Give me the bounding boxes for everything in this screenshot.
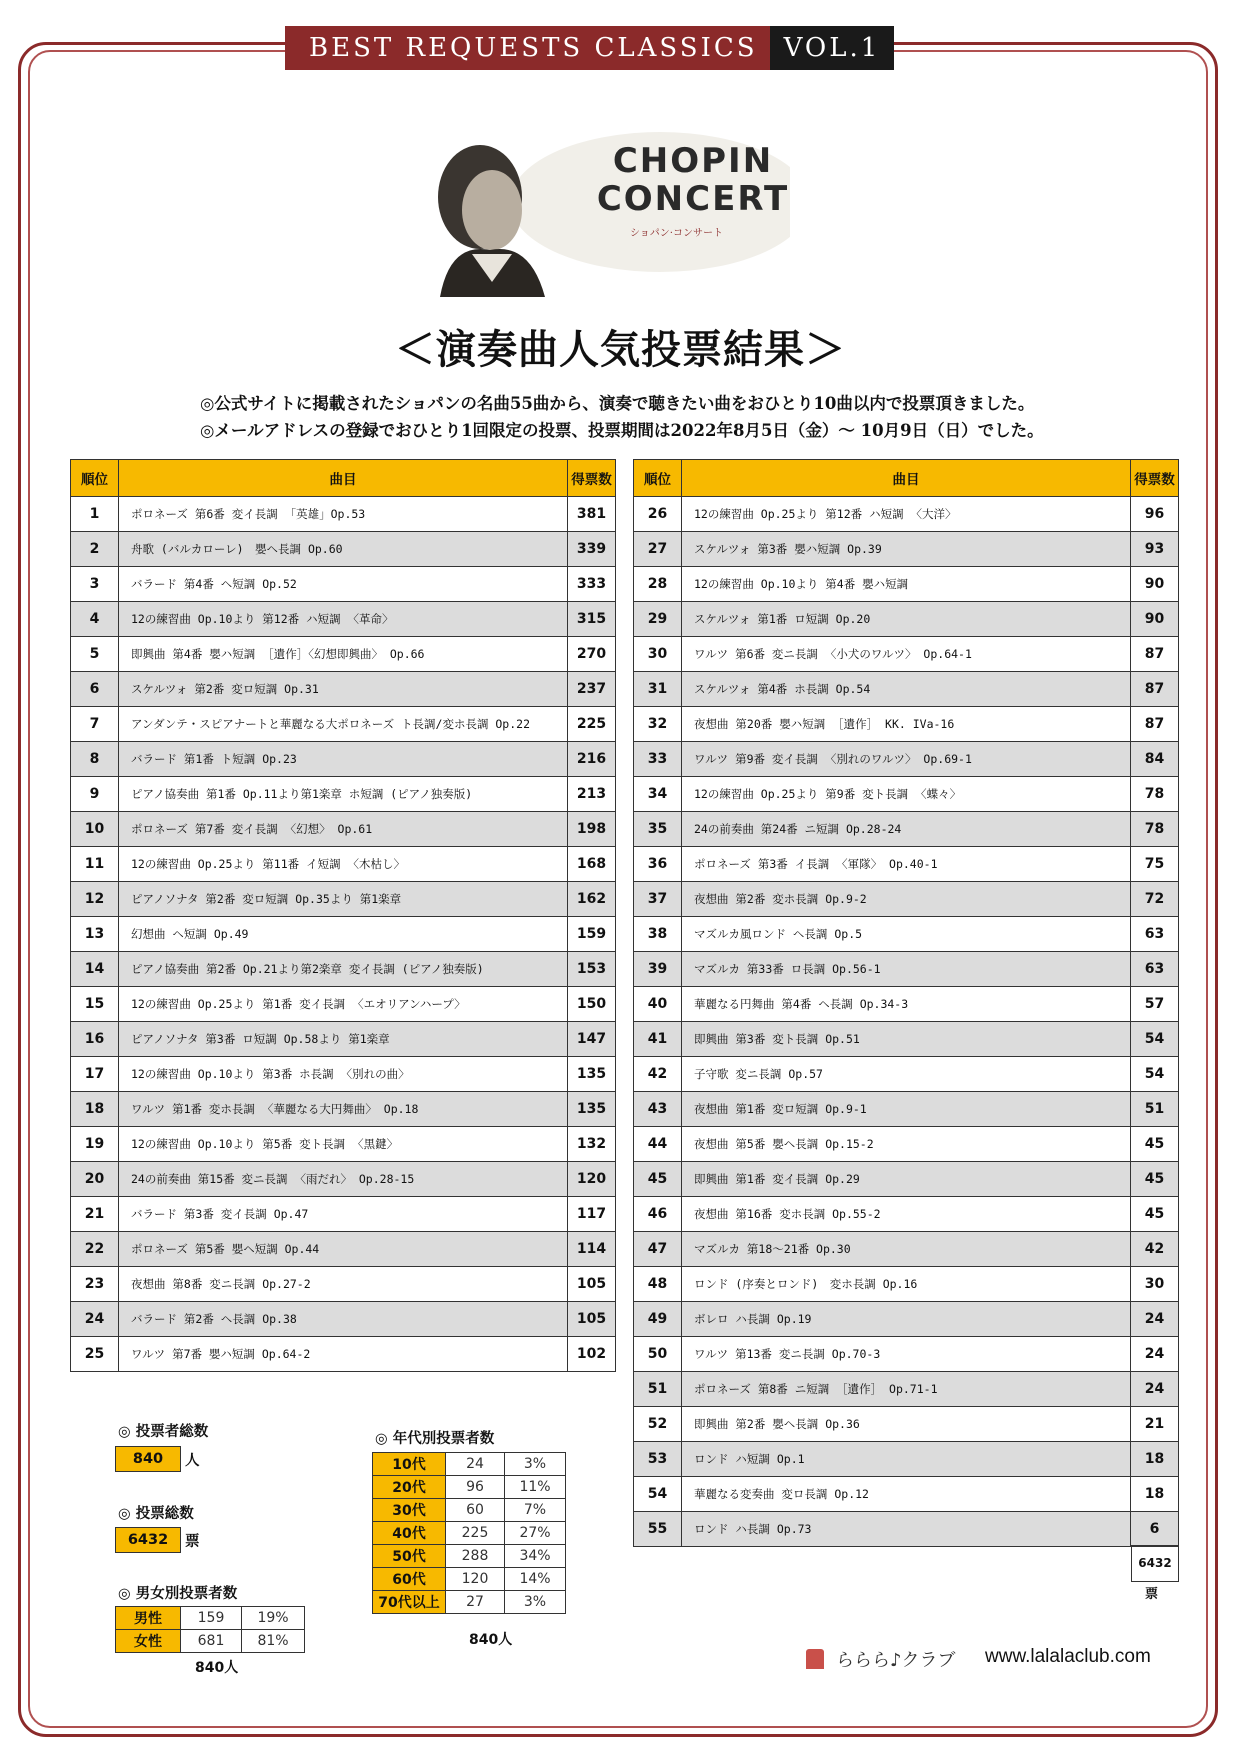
- header-rank: 順位: [634, 460, 682, 497]
- votes-cell: 135: [568, 1092, 616, 1127]
- percent-cell: 7%: [505, 1499, 566, 1522]
- rank-cell: 21: [71, 1197, 119, 1232]
- header-title: 曲目: [682, 460, 1131, 497]
- category-cell: 男性: [116, 1607, 181, 1630]
- votes-cell: 162: [568, 882, 616, 917]
- votes-cell: 147: [568, 1022, 616, 1057]
- votes-cell: 84: [1131, 742, 1179, 777]
- rank-cell: 29: [634, 602, 682, 637]
- votes-cell: 45: [1131, 1127, 1179, 1162]
- rank-cell: 12: [71, 882, 119, 917]
- table-row: [634, 1512, 1179, 1547]
- table-row: [71, 1337, 616, 1372]
- voters-value: 840: [115, 1446, 181, 1472]
- rank-cell: 17: [71, 1057, 119, 1092]
- rank-cell: 35: [634, 812, 682, 847]
- table-row: [634, 882, 1179, 917]
- count-cell: 24: [446, 1453, 505, 1476]
- chair-icon: [806, 1649, 824, 1669]
- votes-cell: 96: [1131, 497, 1179, 532]
- title-cell: 華麗なる円舞曲 第4番 ヘ長調 Op.34-3: [682, 987, 1131, 1022]
- rank-cell: 52: [634, 1407, 682, 1442]
- table-row: [71, 567, 616, 602]
- title-cell: 舟歌 (バルカローレ) 嬰ヘ長調 Op.60: [119, 532, 568, 567]
- table-row: [71, 1232, 616, 1267]
- total-votes-unit: 票: [1145, 1587, 1159, 1602]
- table-row: [634, 1092, 1179, 1127]
- count-cell: 96: [446, 1476, 505, 1499]
- table-row: [71, 1127, 616, 1162]
- rank-cell: 49: [634, 1302, 682, 1337]
- rank-cell: 7: [71, 707, 119, 742]
- rank-cell: 46: [634, 1197, 682, 1232]
- rank-cell: 5: [71, 637, 119, 672]
- votes-value: 6432: [115, 1527, 181, 1553]
- votes-cell: 63: [1131, 917, 1179, 952]
- count-cell: 288: [446, 1545, 505, 1568]
- title-cell: ポロネーズ 第6番 変イ長調 「英雄」Op.53: [119, 497, 568, 532]
- table-row: [71, 1197, 616, 1232]
- votes-cell: 51: [1131, 1092, 1179, 1127]
- rank-cell: 30: [634, 637, 682, 672]
- voters-unit: 人: [185, 1453, 200, 1469]
- table-row: [634, 672, 1179, 707]
- stats-row: [373, 1545, 566, 1568]
- stats-row: [116, 1630, 305, 1653]
- title-cell: スケルツォ 第3番 嬰ハ短調 Op.39: [682, 532, 1131, 567]
- count-cell: 225: [446, 1522, 505, 1545]
- rank-cell: 38: [634, 917, 682, 952]
- table-row: [71, 742, 616, 777]
- stats-row: [373, 1568, 566, 1591]
- table-row: [634, 1022, 1179, 1057]
- votes-cell: 381: [568, 497, 616, 532]
- ranking-table-right: [633, 459, 1179, 1547]
- site-url[interactable]: www.lalalaclub.com: [985, 1646, 1151, 1667]
- table-row: [71, 602, 616, 637]
- rank-cell: 51: [634, 1372, 682, 1407]
- logo-title: [588, 142, 798, 218]
- table-row: [71, 1092, 616, 1127]
- title-cell: 12の練習曲 Op.25より 第12番 ハ短調 〈大洋〉: [682, 497, 1131, 532]
- title-cell: 即興曲 第3番 変ト長調 Op.51: [682, 1022, 1131, 1057]
- title-cell: ポロネーズ 第3番 イ長調 〈軍隊〉 Op.40-1: [682, 847, 1131, 882]
- title-cell: 夜想曲 第2番 変ホ長調 Op.9-2: [682, 882, 1131, 917]
- category-cell: 女性: [116, 1630, 181, 1653]
- rank-cell: 1: [71, 497, 119, 532]
- table-row: [634, 637, 1179, 672]
- logo-title-line1: CHOPIN: [612, 141, 774, 181]
- rank-cell: 34: [634, 777, 682, 812]
- title-cell: スケルツォ 第1番 ロ短調 Op.20: [682, 602, 1131, 637]
- title-cell: 即興曲 第1番 変イ長調 Op.29: [682, 1162, 1131, 1197]
- category-cell: 30代: [373, 1499, 446, 1522]
- banner-volume: VOL.1: [770, 26, 895, 70]
- votes-cell: 150: [568, 987, 616, 1022]
- title-cell: 即興曲 第4番 嬰ハ短調 ［遺作］〈幻想即興曲〉 Op.66: [119, 637, 568, 672]
- votes-cell: 198: [568, 812, 616, 847]
- table-row: [71, 532, 616, 567]
- table-row: [634, 1127, 1179, 1162]
- header-votes: 得票数: [568, 460, 616, 497]
- table-row: [634, 987, 1179, 1022]
- votes-label: ◎ 投票総数: [118, 1506, 194, 1522]
- title-cell: 12の練習曲 Op.10より 第5番 変ト長調 〈黒鍵〉: [119, 1127, 568, 1162]
- title-cell: ロンド ハ長調 Op.73: [682, 1512, 1131, 1547]
- gender-total: 840人: [195, 1660, 239, 1676]
- rank-cell: 27: [634, 532, 682, 567]
- stats-row: [116, 1607, 305, 1630]
- rank-cell: 18: [71, 1092, 119, 1127]
- title-cell: ロンド (序奏とロンド) 変ホ長調 Op.16: [682, 1267, 1131, 1302]
- table-row: [634, 847, 1179, 882]
- age-label: ◎ 年代別投票者数: [375, 1431, 495, 1447]
- title-cell: 12の練習曲 Op.10より 第4番 嬰ハ短調: [682, 567, 1131, 602]
- title-cell: ワルツ 第6番 変ニ長調 〈小犬のワルツ〉 Op.64-1: [682, 637, 1131, 672]
- title-cell: ポロネーズ 第7番 変イ長調 〈幻想〉 Op.61: [119, 812, 568, 847]
- rank-cell: 44: [634, 1127, 682, 1162]
- title-cell: スケルツォ 第2番 変ロ短調 Op.31: [119, 672, 568, 707]
- rank-cell: 15: [71, 987, 119, 1022]
- category-cell: 60代: [373, 1568, 446, 1591]
- rank-cell: 24: [71, 1302, 119, 1337]
- votes-cell: 339: [568, 532, 616, 567]
- count-cell: 27: [446, 1591, 505, 1614]
- table-row: [634, 532, 1179, 567]
- title-cell: ポロネーズ 第5番 嬰ヘ短調 Op.44: [119, 1232, 568, 1267]
- votes-cell: 117: [568, 1197, 616, 1232]
- rank-cell: 11: [71, 847, 119, 882]
- title-cell: ピアノソナタ 第2番 変ロ短調 Op.35より 第1楽章: [119, 882, 568, 917]
- title-cell: ポロネーズ 第8番 ニ短調 ［遺作］ Op.71-1: [682, 1372, 1131, 1407]
- stats-row: [373, 1476, 566, 1499]
- title-cell: スケルツォ 第4番 ホ長調 Op.54: [682, 672, 1131, 707]
- table-row: [634, 1197, 1179, 1232]
- rank-cell: 25: [71, 1337, 119, 1372]
- title-cell: 12の練習曲 Op.25より 第9番 変ト長調 〈蝶々〉: [682, 777, 1131, 812]
- votes-cell: 90: [1131, 602, 1179, 637]
- table-row: [71, 497, 616, 532]
- votes-cell: 72: [1131, 882, 1179, 917]
- rank-cell: 26: [634, 497, 682, 532]
- count-cell: 159: [181, 1607, 242, 1630]
- category-cell: 10代: [373, 1453, 446, 1476]
- stats-row: [373, 1453, 566, 1476]
- table-row: [71, 1267, 616, 1302]
- title-cell: ワルツ 第13番 変ニ長調 Op.70-3: [682, 1337, 1131, 1372]
- votes-cell: 213: [568, 777, 616, 812]
- votes-cell: 24: [1131, 1302, 1179, 1337]
- votes-cell: 120: [568, 1162, 616, 1197]
- title-cell: マズルカ 第18～21番 Op.30: [682, 1232, 1131, 1267]
- votes-cell: 237: [568, 672, 616, 707]
- title-cell: ワルツ 第9番 変イ長調 〈別れのワルツ〉 Op.69-1: [682, 742, 1131, 777]
- logo-title-line2: CONCERT: [596, 179, 790, 219]
- age-table: [372, 1452, 566, 1614]
- votes-cell: 90: [1131, 567, 1179, 602]
- title-cell: ロンド ハ短調 Op.1: [682, 1442, 1131, 1477]
- rank-cell: 54: [634, 1477, 682, 1512]
- title-cell: マズルカ 第33番 ロ長調 Op.56-1: [682, 952, 1131, 987]
- table-row: [71, 637, 616, 672]
- rank-cell: 22: [71, 1232, 119, 1267]
- title-cell: ピアノ協奏曲 第2番 Op.21より第2楽章 変イ長調 (ピアノ独奏版): [119, 952, 568, 987]
- title-cell: 子守歌 変ニ長調 Op.57: [682, 1057, 1131, 1092]
- rank-cell: 19: [71, 1127, 119, 1162]
- rank-cell: 28: [634, 567, 682, 602]
- percent-cell: 11%: [505, 1476, 566, 1499]
- concert-logo: [420, 132, 790, 297]
- rank-cell: 53: [634, 1442, 682, 1477]
- votes-cell: 333: [568, 567, 616, 602]
- table-row: [71, 882, 616, 917]
- title-cell: 幻想曲 ヘ短調 Op.49: [119, 917, 568, 952]
- title-cell: 24の前奏曲 第24番 ニ短調 Op.28-24: [682, 812, 1131, 847]
- votes-cell: 135: [568, 1057, 616, 1092]
- table-row: [634, 1232, 1179, 1267]
- votes-cell: 45: [1131, 1162, 1179, 1197]
- note-line-1: ◎公式サイトに掲載されたショパンの名曲55曲から、演奏で聴きたい曲をおひとり10曲以内で投票頂きました。: [200, 394, 1035, 413]
- rank-cell: 45: [634, 1162, 682, 1197]
- title-cell: 12の練習曲 Op.10より 第3番 ホ長調 〈別れの曲〉: [119, 1057, 568, 1092]
- votes-cell: 132: [568, 1127, 616, 1162]
- rank-cell: 41: [634, 1022, 682, 1057]
- votes-cell: 225: [568, 707, 616, 742]
- table-row: [634, 1407, 1179, 1442]
- votes-cell: 57: [1131, 987, 1179, 1022]
- gender-label: ◎ 男女別投票者数: [118, 1586, 238, 1602]
- table-row: [634, 952, 1179, 987]
- table-row: [634, 1302, 1179, 1337]
- table-row: [634, 602, 1179, 637]
- voters-label: ◎ 投票者総数: [118, 1424, 209, 1440]
- table-row: [634, 497, 1179, 532]
- rank-cell: 4: [71, 602, 119, 637]
- title-cell: バラード 第2番 ヘ長調 Op.38: [119, 1302, 568, 1337]
- table-row: [71, 1057, 616, 1092]
- header-votes: 得票数: [1131, 460, 1179, 497]
- table-row: [634, 1057, 1179, 1092]
- category-cell: 70代以上: [373, 1591, 446, 1614]
- rank-cell: 50: [634, 1337, 682, 1372]
- title-cell: 華麗なる変奏曲 変ロ長調 Op.12: [682, 1477, 1131, 1512]
- title-cell: 12の練習曲 Op.25より 第1番 変イ長調 〈エオリアンハープ〉: [119, 987, 568, 1022]
- rank-cell: 14: [71, 952, 119, 987]
- stats-row: [373, 1499, 566, 1522]
- votes-cell: 87: [1131, 672, 1179, 707]
- percent-cell: 3%: [505, 1591, 566, 1614]
- rank-cell: 37: [634, 882, 682, 917]
- votes-cell: 105: [568, 1302, 616, 1337]
- page-title: ＜演奏曲人気投票結果＞: [395, 326, 846, 373]
- title-cell: ピアノソナタ 第3番 ロ短調 Op.58より 第1楽章: [119, 1022, 568, 1057]
- votes-cell: 78: [1131, 812, 1179, 847]
- rank-cell: 43: [634, 1092, 682, 1127]
- votes-cell: 87: [1131, 707, 1179, 742]
- rank-cell: 8: [71, 742, 119, 777]
- votes-cell: 42: [1131, 1232, 1179, 1267]
- table-row: [634, 1337, 1179, 1372]
- table-row: [71, 812, 616, 847]
- votes-cell: 24: [1131, 1337, 1179, 1372]
- title-cell: バラード 第1番 ト短調 Op.23: [119, 742, 568, 777]
- rank-cell: 40: [634, 987, 682, 1022]
- ranking-table-left: [70, 459, 616, 1372]
- count-cell: 60: [446, 1499, 505, 1522]
- title-cell: アンダンテ・スピアナートと華麗なる大ポロネーズ ト長調/変ホ長調 Op.22: [119, 707, 568, 742]
- table-row: [71, 987, 616, 1022]
- note-line-2: ◎メールアドレスの登録でおひとり1回限定の投票、投票期間は2022年8月5日（金）～ 10月9日（日）でした。: [200, 421, 1044, 440]
- table-row: [634, 567, 1179, 602]
- table-row: [634, 742, 1179, 777]
- rank-cell: 42: [634, 1057, 682, 1092]
- percent-cell: 19%: [242, 1607, 305, 1630]
- brand-name: ららら♪クラブ: [836, 1650, 956, 1671]
- series-banner: [285, 26, 894, 70]
- count-cell: 120: [446, 1568, 505, 1591]
- table-row: [71, 1022, 616, 1057]
- votes-cell: 159: [568, 917, 616, 952]
- total-votes-box: 6432: [1131, 1545, 1179, 1582]
- title-cell: 夜想曲 第8番 変ニ長調 Op.27-2: [119, 1267, 568, 1302]
- rank-cell: 13: [71, 917, 119, 952]
- table-row: [634, 777, 1179, 812]
- category-cell: 20代: [373, 1476, 446, 1499]
- percent-cell: 27%: [505, 1522, 566, 1545]
- rank-cell: 20: [71, 1162, 119, 1197]
- votes-cell: 54: [1131, 1057, 1179, 1092]
- percent-cell: 14%: [505, 1568, 566, 1591]
- rank-cell: 9: [71, 777, 119, 812]
- brand-logo: [806, 1646, 956, 1672]
- percent-cell: 81%: [242, 1630, 305, 1653]
- table-row: [71, 1302, 616, 1337]
- votes-cell: 18: [1131, 1477, 1179, 1512]
- table-row: [634, 812, 1179, 847]
- rank-cell: 10: [71, 812, 119, 847]
- votes-unit: 票: [185, 1534, 200, 1550]
- title-cell: ピアノ協奏曲 第1番 Op.11より第1楽章 ホ短調 (ピアノ独奏版): [119, 777, 568, 812]
- header-title: 曲目: [119, 460, 568, 497]
- rank-cell: 33: [634, 742, 682, 777]
- rank-cell: 39: [634, 952, 682, 987]
- votes-cell: 6: [1131, 1512, 1179, 1547]
- table-row: [71, 777, 616, 812]
- votes-cell: 105: [568, 1267, 616, 1302]
- rank-cell: 2: [71, 532, 119, 567]
- votes-cell: 63: [1131, 952, 1179, 987]
- title-cell: 夜想曲 第20番 嬰ハ短調 ［遺作］ KK. IVa-16: [682, 707, 1131, 742]
- title-cell: ワルツ 第7番 嬰ハ短調 Op.64-2: [119, 1337, 568, 1372]
- banner-title: BEST REQUESTS CLASSICS: [285, 26, 770, 70]
- gender-table: [115, 1606, 305, 1653]
- title-cell: 12の練習曲 Op.25より 第11番 イ短調 〈木枯し〉: [119, 847, 568, 882]
- rank-cell: 32: [634, 707, 682, 742]
- votes-cell: 24: [1131, 1372, 1179, 1407]
- stats-row: [373, 1522, 566, 1545]
- table-row: [634, 1477, 1179, 1512]
- title-cell: ワルツ 第1番 変ホ長調 〈華麗なる大円舞曲〉 Op.18: [119, 1092, 568, 1127]
- title-cell: 即興曲 第2番 嬰ヘ長調 Op.36: [682, 1407, 1131, 1442]
- title-cell: ボレロ ハ長調 Op.19: [682, 1302, 1131, 1337]
- table-row: [634, 1442, 1179, 1477]
- votes-cell: 18: [1131, 1442, 1179, 1477]
- logo-subtitle: ショパン·コンサート: [630, 228, 723, 239]
- rank-cell: 23: [71, 1267, 119, 1302]
- table-row: [71, 847, 616, 882]
- title-cell: 夜想曲 第16番 変ホ長調 Op.55-2: [682, 1197, 1131, 1232]
- table-row: [634, 707, 1179, 742]
- title-cell: バラード 第3番 変イ長調 Op.47: [119, 1197, 568, 1232]
- table-row: [71, 917, 616, 952]
- votes-cell: 216: [568, 742, 616, 777]
- table-row: [634, 917, 1179, 952]
- rank-cell: 31: [634, 672, 682, 707]
- table-row: [634, 1372, 1179, 1407]
- votes-cell: 75: [1131, 847, 1179, 882]
- rank-cell: 3: [71, 567, 119, 602]
- rank-cell: 16: [71, 1022, 119, 1057]
- percent-cell: 34%: [505, 1545, 566, 1568]
- table-row: [71, 952, 616, 987]
- category-cell: 40代: [373, 1522, 446, 1545]
- title-cell: 12の練習曲 Op.10より 第12番 ハ短調 〈革命〉: [119, 602, 568, 637]
- title-cell: 夜想曲 第5番 嬰ヘ長調 Op.15-2: [682, 1127, 1131, 1162]
- votes-cell: 78: [1131, 777, 1179, 812]
- votes-cell: 87: [1131, 637, 1179, 672]
- votes-cell: 102: [568, 1337, 616, 1372]
- stats-row: [373, 1591, 566, 1614]
- table-row: [634, 1162, 1179, 1197]
- title-cell: 夜想曲 第1番 変ロ短調 Op.9-1: [682, 1092, 1131, 1127]
- table-row: [71, 707, 616, 742]
- votes-cell: 45: [1131, 1197, 1179, 1232]
- title-cell: マズルカ風ロンド ヘ長調 Op.5: [682, 917, 1131, 952]
- count-cell: 681: [181, 1630, 242, 1653]
- title-cell: 24の前奏曲 第15番 変ニ長調 〈雨だれ〉 Op.28-15: [119, 1162, 568, 1197]
- votes-cell: 30: [1131, 1267, 1179, 1302]
- header-rank: 順位: [71, 460, 119, 497]
- table-row: [634, 1267, 1179, 1302]
- title-cell: バラード 第4番 ヘ短調 Op.52: [119, 567, 568, 602]
- rank-cell: 36: [634, 847, 682, 882]
- table-row: [71, 1162, 616, 1197]
- votes-cell: 93: [1131, 532, 1179, 567]
- category-cell: 50代: [373, 1545, 446, 1568]
- votes-cell: 315: [568, 602, 616, 637]
- percent-cell: 3%: [505, 1453, 566, 1476]
- rank-cell: 6: [71, 672, 119, 707]
- votes-cell: 153: [568, 952, 616, 987]
- rank-cell: 47: [634, 1232, 682, 1267]
- age-total: 840人: [469, 1632, 513, 1648]
- votes-cell: 168: [568, 847, 616, 882]
- votes-cell: 114: [568, 1232, 616, 1267]
- rank-cell: 48: [634, 1267, 682, 1302]
- table-row: [71, 672, 616, 707]
- votes-cell: 21: [1131, 1407, 1179, 1442]
- votes-cell: 54: [1131, 1022, 1179, 1057]
- rank-cell: 55: [634, 1512, 682, 1547]
- votes-cell: 270: [568, 637, 616, 672]
